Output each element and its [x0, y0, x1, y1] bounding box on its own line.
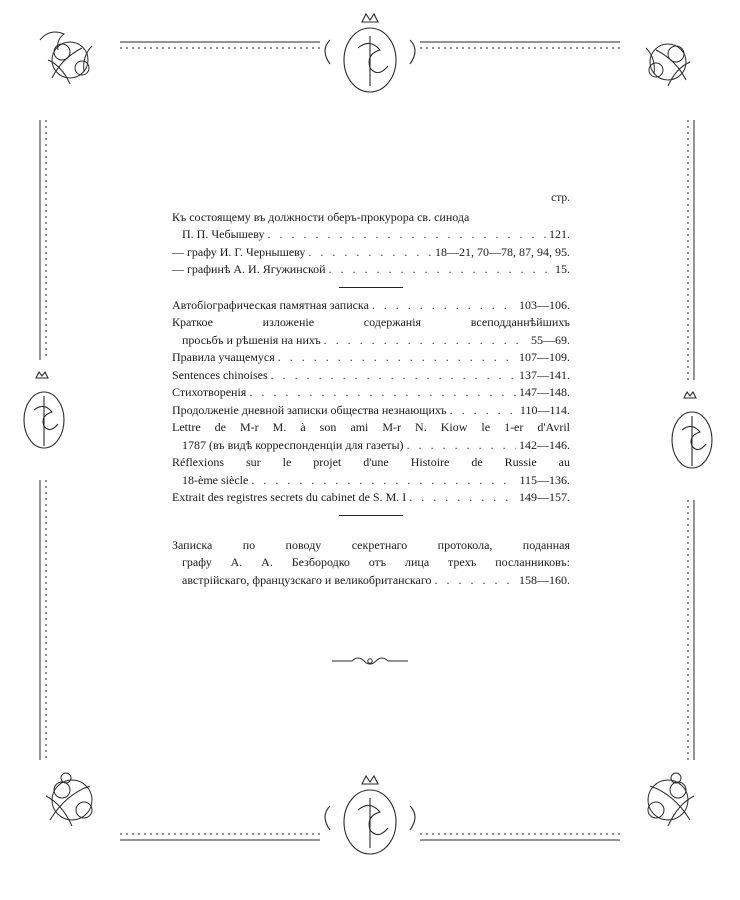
leader-dots — [267, 226, 546, 244]
toc-entry — [172, 226, 570, 244]
toc-entry — [172, 367, 570, 385]
toc-entry-pages: 158—160. — [519, 572, 570, 587]
toc-entry-pages: 103—106. — [519, 297, 570, 312]
toc-entry-text: Записка по поводу секретнаго протокола, поданная — [172, 537, 570, 552]
monogram-left — [24, 372, 64, 448]
toc-entry-pages: 137—141. — [519, 367, 570, 382]
section-divider — [339, 515, 403, 516]
leader-dots — [249, 384, 516, 402]
toc-entry-pages: 147—148. — [519, 385, 570, 399]
toc-entry-text: Правила учащемуся — [172, 350, 275, 364]
toc-entry — [172, 402, 570, 420]
leader-dots — [329, 261, 552, 279]
corner-ornament-bottom-left — [46, 773, 92, 826]
toc-entry-text: 18-ème siècle — [182, 472, 249, 487]
toc-entry-pages: 110—114. — [519, 402, 570, 417]
corner-ornament-top-left — [40, 32, 92, 84]
toc-entry-text: просьбъ и рѣшенія на нихъ — [182, 332, 321, 347]
leader-dots — [372, 297, 516, 315]
leader-dots — [450, 402, 517, 420]
toc-entry — [172, 297, 570, 315]
toc-section-writings — [172, 297, 570, 507]
toc-entry — [172, 489, 570, 507]
toc-entry-pages: 55—69. — [531, 332, 570, 347]
corner-ornament-bottom-right — [648, 773, 694, 826]
leader-dots — [409, 489, 516, 507]
toc-entry — [172, 244, 570, 262]
toc-entry-text: Автобіографическая памятная записка — [172, 297, 369, 312]
toc-entry-pages: 107—109. — [519, 350, 570, 364]
corner-ornament-top-right — [646, 44, 690, 86]
section-divider — [339, 287, 403, 288]
leader-dots — [271, 367, 516, 385]
toc-entry-pages: 115—136. — [519, 472, 570, 487]
toc-entry-pages: 121. — [549, 227, 570, 241]
toc-entry-text: Къ состоящему въ должности оберъ-прокурора св. синода — [172, 209, 470, 224]
toc-entry-pages: 149—157. — [519, 490, 570, 504]
leader-dots — [435, 572, 517, 590]
toc-section-protocol-note — [172, 537, 570, 590]
leader-dots — [278, 349, 516, 367]
toc-entry-text: 1787 (въ видѣ корреспонденціи для газеты) — [182, 437, 404, 452]
toc-entry-text: П. П. Чебышеву — [182, 227, 265, 241]
toc-section-letters — [172, 209, 570, 279]
monogram-top — [325, 14, 415, 92]
toc-entry-text: — графинѣ А. И. Ягужинской — [172, 262, 326, 276]
leader-dots — [308, 244, 432, 262]
toc-entry — [172, 437, 570, 455]
toc-entry-pages: 15. — [555, 262, 570, 276]
toc-entry-text: Продолженіе дневной записки общества незнающихъ — [172, 402, 447, 417]
leader-dots — [407, 437, 516, 455]
toc-entry-text: графу А. А. Безбородко отъ лица трехъ посланниковъ: — [182, 555, 570, 569]
toc-entry — [172, 349, 570, 367]
toc-entry — [172, 572, 570, 590]
table-of-contents — [172, 190, 570, 589]
toc-entry — [172, 261, 570, 279]
leader-dots — [324, 332, 528, 350]
page-column-header: стр. — [551, 192, 570, 204]
toc-entry-pages: 142—146. — [519, 437, 570, 452]
toc-entry-text: Réflexions sur le projet d'une Histoire de Russie au — [172, 455, 570, 469]
toc-entry-text: Lettre de M-r M. à son ami M-r N. Kiow le 1-er d'Avril — [172, 420, 570, 434]
toc-entry-pages: 18—21, 70—78, 87, 94, 95. — [435, 244, 570, 259]
toc-entry-text: Extrait des registres secrets du cabinet de S. M. I — [172, 490, 407, 504]
toc-entry-text: — графу И. Г. Чернышеву — [172, 244, 306, 259]
toc-entry-text: австрійскаго, французскаго и великобританскаго — [182, 572, 432, 587]
toc-entry-text: Краткое изложеніе содержанія всеподданнѣйшихъ — [172, 315, 570, 329]
monogram-right — [672, 392, 712, 468]
toc-entry-text: Стихотворенія — [172, 385, 247, 399]
toc-entry — [172, 472, 570, 490]
leader-dots — [251, 472, 516, 490]
toc-entry — [172, 384, 570, 402]
toc-entry-text: Sentences chinoises — [172, 367, 268, 382]
fleuron-ornament — [330, 654, 410, 668]
monogram-bottom — [325, 776, 415, 854]
toc-entry — [172, 332, 570, 350]
